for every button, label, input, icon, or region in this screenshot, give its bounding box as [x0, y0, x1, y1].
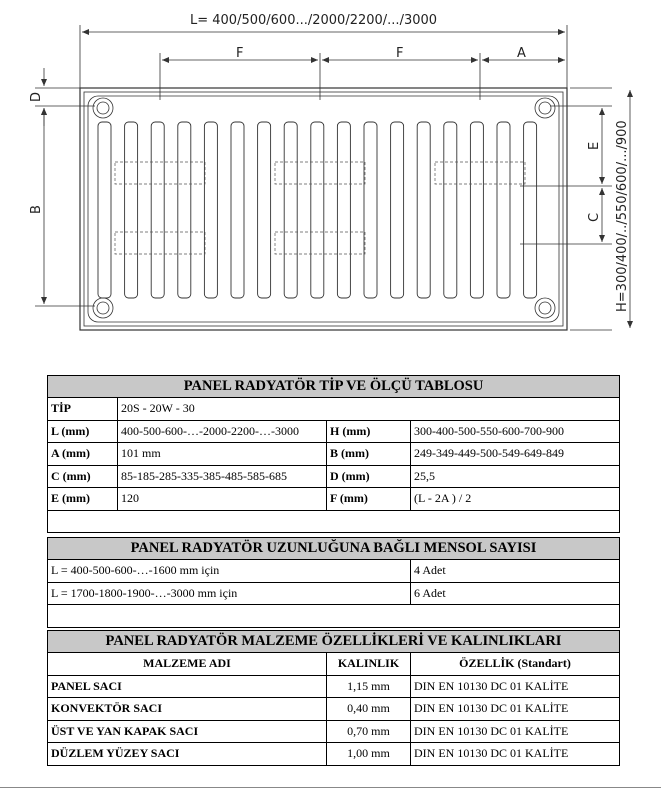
- column-header-material: MALZEME ADI: [48, 653, 327, 676]
- d-b-dimension: [35, 68, 95, 306]
- material-table: [47, 630, 620, 766]
- f-label-1: F: [236, 46, 244, 61]
- param-value: 120: [118, 488, 327, 511]
- table-row: [48, 720, 620, 743]
- height-label: H=300/400/../550/600/.../900: [615, 120, 630, 312]
- param-value: 25,5: [411, 465, 620, 488]
- radiator-fin: [231, 122, 244, 298]
- d-label: D: [29, 91, 44, 102]
- radiator-fin: [125, 122, 138, 298]
- param-label: A (mm): [48, 443, 118, 466]
- radiator-fin: [417, 122, 430, 298]
- material-table-title: PANEL RADYATÖR MALZEME ÖZELLİKLERİ VE KALINLIKLARI: [48, 631, 620, 653]
- bracket-count-table: [47, 537, 620, 628]
- bracket-count: 6 Adet: [411, 582, 620, 605]
- bracket-count: 4 Adet: [411, 560, 620, 583]
- bracket-left: [115, 162, 205, 254]
- length-label: L= 400/500/600.../2000/2200/.../3000: [190, 13, 438, 28]
- material-thickness: 0,40 mm: [327, 698, 411, 721]
- radiator-fin: [444, 122, 457, 298]
- param-label: D (mm): [327, 465, 411, 488]
- spacer-row: [48, 510, 620, 533]
- radiator-fin: [364, 122, 377, 298]
- connection-plug-top-left: [93, 98, 113, 118]
- tip-value: 20S - 20W - 30: [118, 398, 620, 421]
- page-divider: [0, 787, 661, 788]
- radiator-fins: [98, 122, 537, 298]
- param-label: C (mm): [48, 465, 118, 488]
- length-range: L = 400-500-600-…-1600 mm için: [48, 560, 411, 583]
- param-value: 300-400-500-550-600-700-900: [411, 420, 620, 443]
- f-a-dimension: [160, 53, 565, 100]
- param-value: 101 mm: [118, 443, 327, 466]
- radiator-fin: [524, 122, 537, 298]
- radiator-fin: [178, 122, 191, 298]
- e-label: E: [587, 141, 602, 150]
- param-label: F (mm): [327, 488, 411, 511]
- table-row: [48, 698, 620, 721]
- param-value: 249-349-449-500-549-649-849: [411, 443, 620, 466]
- bracket-middle: [275, 162, 365, 254]
- param-value: (L - 2A ) / 2: [411, 488, 620, 511]
- table-row: [48, 675, 620, 698]
- material-name: ÜST VE YAN KAPAK SACI: [48, 720, 327, 743]
- radiator-technical-drawing: [0, 0, 661, 360]
- material-thickness: 1,00 mm: [327, 743, 411, 766]
- f-label-2: F: [396, 46, 404, 61]
- param-label: E (mm): [48, 488, 118, 511]
- type-dimension-table: [47, 375, 620, 533]
- param-value: 400-500-600-…-2000-2200-…-3000: [118, 420, 327, 443]
- length-range: L = 1700-1800-1900-…-3000 mm için: [48, 582, 411, 605]
- table-row: [48, 420, 620, 443]
- param-label: B (mm): [327, 443, 411, 466]
- radiator-fin: [337, 122, 350, 298]
- connection-plug-top-right: [535, 98, 555, 118]
- material-thickness: 0,70 mm: [327, 720, 411, 743]
- length-dimension: [80, 25, 567, 90]
- radiator-fin: [391, 122, 404, 298]
- table-row: [48, 560, 620, 583]
- a-label: A: [517, 46, 526, 61]
- material-spec: DIN EN 10130 DC 01 KALİTE: [411, 698, 620, 721]
- table-row: [48, 582, 620, 605]
- radiator-fin: [151, 122, 164, 298]
- radiator-fin: [284, 122, 297, 298]
- material-name: KONVEKTÖR SACI: [48, 698, 327, 721]
- material-thickness: 1,15 mm: [327, 675, 411, 698]
- table-row: [48, 465, 620, 488]
- type-dimension-table-title: PANEL RADYATÖR TİP VE ÖLÇÜ TABLOSU: [48, 376, 620, 398]
- connection-plug-bottom-right: [535, 298, 555, 318]
- table-row: [48, 443, 620, 466]
- param-label: H (mm): [327, 420, 411, 443]
- connection-plug-bottom-left: [93, 298, 113, 318]
- material-spec: DIN EN 10130 DC 01 KALİTE: [411, 743, 620, 766]
- radiator-fin: [497, 122, 510, 298]
- column-header-spec: ÖZELLİK (Standart): [411, 653, 620, 676]
- bracket-count-table-title: PANEL RADYATÖR UZUNLUĞUNA BAĞLI MENSOL SAYISI: [48, 538, 620, 560]
- radiator-fin: [204, 122, 217, 298]
- material-name: DÜZLEM YÜZEY SACI: [48, 743, 327, 766]
- c-label: C: [587, 212, 602, 222]
- table-header-row: [48, 653, 620, 676]
- tip-label: TİP: [48, 398, 118, 421]
- radiator-fin: [470, 122, 483, 298]
- table-row: [48, 743, 620, 766]
- b-label: B: [29, 205, 44, 214]
- material-spec: DIN EN 10130 DC 01 KALİTE: [411, 720, 620, 743]
- spacer-row: [48, 605, 620, 628]
- column-header-thickness: KALINLIK: [327, 653, 411, 676]
- radiator-fin: [98, 122, 111, 298]
- param-value: 85-185-285-335-385-485-585-685: [118, 465, 327, 488]
- table-row: [48, 488, 620, 511]
- material-spec: DIN EN 10130 DC 01 KALİTE: [411, 675, 620, 698]
- radiator-fin: [311, 122, 324, 298]
- material-name: PANEL SACI: [48, 675, 327, 698]
- radiator-fin: [258, 122, 271, 298]
- bracket-right: [435, 162, 525, 184]
- param-label: L (mm): [48, 420, 118, 443]
